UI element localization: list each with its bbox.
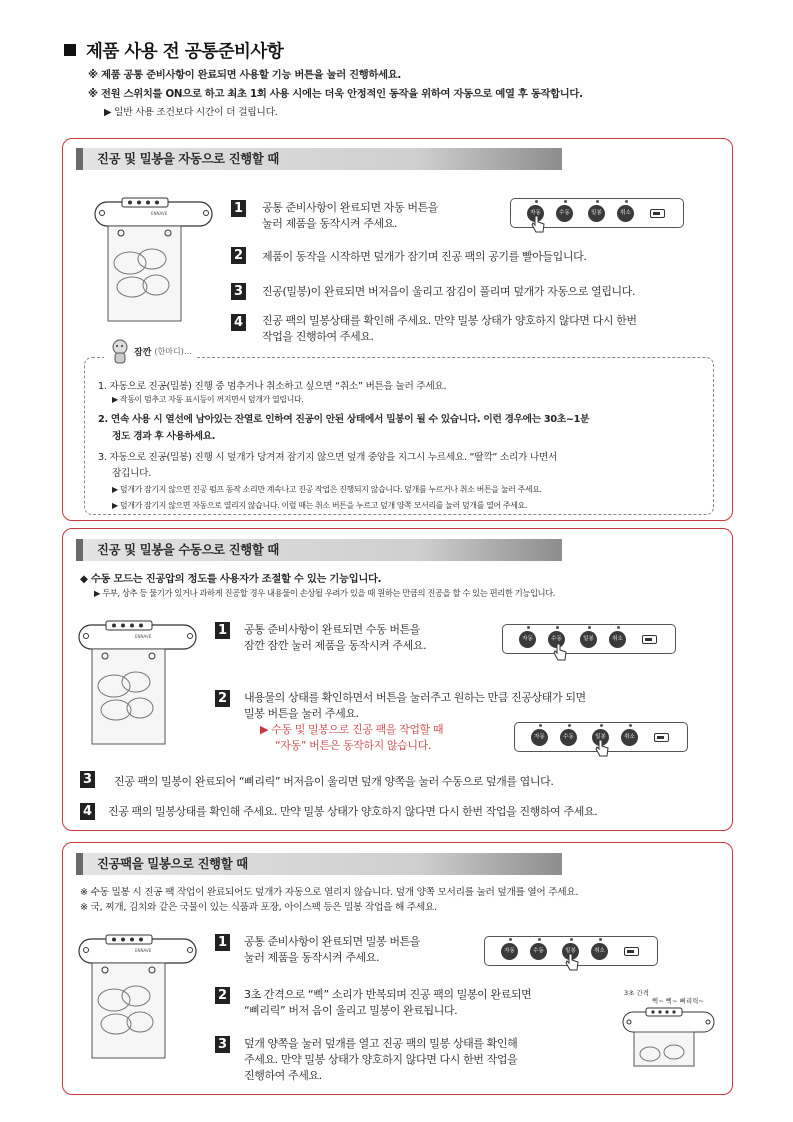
tip-item: 1. 자동으로 진공(밀봉) 진행 중 멈추거나 취소하고 싶으면 “취소” 버튼을 눌러 주세요. <box>98 381 447 392</box>
step-number: 1 <box>215 934 230 951</box>
manual-button[interactable]: 수동 <box>560 729 577 746</box>
manual-button[interactable]: 수동 <box>548 631 565 648</box>
auto-button[interactable]: 자동 <box>527 205 544 222</box>
battery-icon <box>650 209 665 218</box>
header-note-1: ※ 제품 공통 준비사항이 완료되면 사용할 기능 버튼을 눌러 진행하세요. <box>88 69 401 81</box>
step-text: 공통 준비사항이 완료되면 밀봉 버튼을 <box>244 935 421 948</box>
sound-label: 삑~ 삑~ 삐리릭~ <box>652 997 704 1005</box>
svg-text:ENNAVE: ENNAVE <box>151 211 168 216</box>
step-text: 진공 팩의 밀봉상태를 확인해 주세요. 만약 밀봉 상태가 양호하지 않다면 다시 한번 작업을 진행하여 주세요. <box>108 805 598 818</box>
step-number: 4 <box>231 314 246 331</box>
control-panel <box>514 722 688 752</box>
step-number: 2 <box>215 690 230 707</box>
section-manual-title: 진공 및 밀봉을 수동으로 진행할 때 <box>76 539 562 561</box>
step-text: 작업을 진행하여 주세요. <box>262 330 374 343</box>
seal-button[interactable]: 밀봉 <box>588 205 605 222</box>
square-bullet-icon <box>64 44 76 56</box>
seal-button[interactable]: 밀봉 <box>592 729 609 746</box>
page-title: 제품 사용 전 공통준비사항 <box>64 38 283 63</box>
auto-button[interactable]: 자동 <box>501 943 518 960</box>
pointing-hand-icon <box>595 739 609 757</box>
step-number: 1 <box>215 622 230 639</box>
step-text: 잠깐 잠깐 눌러 제품을 동작시켜 주세요. <box>244 639 427 652</box>
control-panel <box>502 624 676 654</box>
cancel-button[interactable]: 취소 <box>621 729 638 746</box>
step-text: 내용물의 상태를 확인하면서 버튼을 눌러주고 원하는 만큼 진공상태가 되면 <box>244 691 586 704</box>
cancel-button[interactable]: 취소 <box>609 631 626 648</box>
tip-item: 2. 연속 사용 시 열선에 남아있는 잔열로 인하여 진공이 안된 상태에서 밀봉이 될 수 있습니다. 이런 경우에는 30초~1분 <box>98 414 590 425</box>
step-text: 3초 간격으로 “삑” 소리가 반복되며 진공 팩의 밀봉이 완료되면 <box>244 988 532 1001</box>
pointing-hand-icon <box>553 643 567 661</box>
step-number: 3 <box>80 771 95 788</box>
step-number: 2 <box>215 987 230 1004</box>
seal-button[interactable]: 밀봉 <box>580 631 597 648</box>
control-panel <box>484 936 658 966</box>
sound-label: 3초 간격 <box>624 989 650 997</box>
section-manual-intro-sub: ▶ 두부, 상추 등 물기가 있거나 과하게 진공할 경우 내용물이 손상될 우려가 있을 때 원하는 만큼의 진공을 할 수 있는 편리한 기능입니다. <box>94 588 556 598</box>
step-number: 3 <box>215 1036 230 1053</box>
step-text: 공통 준비사항이 완료되면 수동 버튼을 <box>244 623 421 636</box>
battery-icon <box>624 947 639 956</box>
manual-button[interactable]: 수동 <box>556 205 573 222</box>
battery-icon <box>654 733 669 742</box>
vacuum-sealer-illustration <box>78 932 198 1062</box>
tip-header: 잠깐 (한마디)… <box>104 338 196 364</box>
svg-text:ENNAVE: ENNAVE <box>135 634 152 639</box>
step-number: 2 <box>231 247 246 264</box>
step-text: “삐리릭” 버저 음이 울리고 밀봉이 완료됩니다. <box>244 1004 458 1017</box>
step-number: 4 <box>80 803 95 820</box>
tip-item: 잠깁니다. <box>112 468 152 479</box>
vacuum-sealer-small-illustration <box>622 1006 716 1068</box>
cancel-button[interactable]: 취소 <box>617 205 634 222</box>
auto-button[interactable]: 자동 <box>531 729 548 746</box>
step-text: 주세요. 만약 밀봉 상태가 양호하지 않다면 다시 한번 작업을 <box>244 1053 518 1066</box>
tip-item: 3. 자동으로 진공(밀봉) 진행 시 덮개가 당겨져 잠기지 않으면 덮개 중앙을 지그시 누르세요. “딸깍” 소리가 나면서 <box>98 452 558 463</box>
step-text: 덮개 양쪽을 눌러 덮개를 열고 진공 팩의 밀봉 상태를 확인해 <box>244 1037 518 1050</box>
step-number: 3 <box>231 283 246 300</box>
step-text: 진행하여 주세요. <box>244 1069 322 1082</box>
step-text: 공통 준비사항이 완료되면 자동 버튼을 <box>262 201 439 214</box>
tip-item: ▶ 작동이 멈추고 자동 표시등이 꺼지면서 덮개가 열립니다. <box>112 395 304 404</box>
auto-button[interactable]: 자동 <box>519 631 536 648</box>
manual-button[interactable]: 수동 <box>530 943 547 960</box>
step-text: 제품이 동작을 시작하면 덮개가 잠기며 진공 팩의 공기를 빨아들입니다. <box>262 250 587 263</box>
warning-text: ▶ 수동 및 밀봉으로 진공 팩을 작업할 때 <box>260 723 444 736</box>
section-manual-intro: ◆ 수동 모드는 진공압의 정도를 사용자가 조절할 수 있는 기능입니다. <box>80 573 382 585</box>
battery-icon <box>642 635 657 644</box>
section-seal-note: ※ 수동 밀봉 시 진공 팩 작업이 완료되어도 덮개가 자동으로 열리지 않습니다. 덮개 양쪽 모서리를 눌러 덮개를 열어 주세요. <box>80 887 579 898</box>
tip-item: ▶ 덮개가 잠기지 않으면 진공 펌프 동작 소리만 계속나고 진공 작업은 진행되지 않습니다. 덮개를 누르거나 취소 버튼을 눌러 주세요. <box>112 485 542 494</box>
step-text: 눌러 제품을 동작시켜 주세요. <box>244 951 380 964</box>
section-seal-note: ※ 국, 찌개, 김치와 같은 국물이 있는 식품과 포장, 아이스팩 등은 밀봉 작업을 해 주세요. <box>80 902 437 913</box>
step-text: 밀봉 버튼을 눌러 주세요. <box>244 707 359 720</box>
warning-text: “자동” 버튼은 동작하지 않습니다. <box>275 739 431 752</box>
section-auto-title: 진공 및 밀봉을 자동으로 진행할 때 <box>76 148 562 170</box>
section-seal-title: 진공팩을 밀봉으로 진행할 때 <box>76 853 562 875</box>
step-text: 진공 팩의 밀봉상태를 확인해 주세요. 만약 밀봉 상태가 양호하지 않다면 다시 한번 <box>262 314 637 327</box>
cancel-button[interactable]: 취소 <box>591 943 608 960</box>
pointing-hand-icon <box>531 215 545 233</box>
control-panel <box>510 198 684 228</box>
seal-button[interactable]: 밀봉 <box>562 943 579 960</box>
pointing-hand-icon <box>565 953 579 971</box>
header-note-3: ▶ 일반 사용 조건보다 시간이 더 걸립니다. <box>104 107 278 118</box>
step-text: 눌러 제품을 동작시켜 주세요. <box>262 217 398 230</box>
step-number: 1 <box>231 200 246 217</box>
mascot-icon <box>108 338 130 364</box>
vacuum-sealer-illustration <box>78 618 198 748</box>
step-text: 진공 팩의 밀봉이 완료되어 “삐리릭” 버저음이 울리면 덮개 양쪽을 눌러 수동으로 덮개를 엽니다. <box>114 775 554 788</box>
header-note-2: ※ 전원 스위치를 ON으로 하고 최초 1회 사용 시에는 더욱 안정적인 동작을 위하여 자동으로 예열 후 동작합니다. <box>88 88 583 100</box>
vacuum-sealer-illustration <box>94 195 214 325</box>
tip-item: 정도 경과 후 사용하세요. <box>112 431 216 442</box>
step-text: 진공(밀봉)이 완료되면 버저음이 울리고 잠김이 풀리며 덮개가 자동으로 열립니다. <box>262 285 636 298</box>
tip-item: ▶ 덮개가 잠기지 않으면 자동으로 열리지 않습니다. 이럴 때는 취소 버튼을 누르고 덮개 양쪽 모서리를 눌러 덮개를 열어 주세요. <box>112 501 528 510</box>
svg-text:ENNAVE: ENNAVE <box>135 948 152 953</box>
